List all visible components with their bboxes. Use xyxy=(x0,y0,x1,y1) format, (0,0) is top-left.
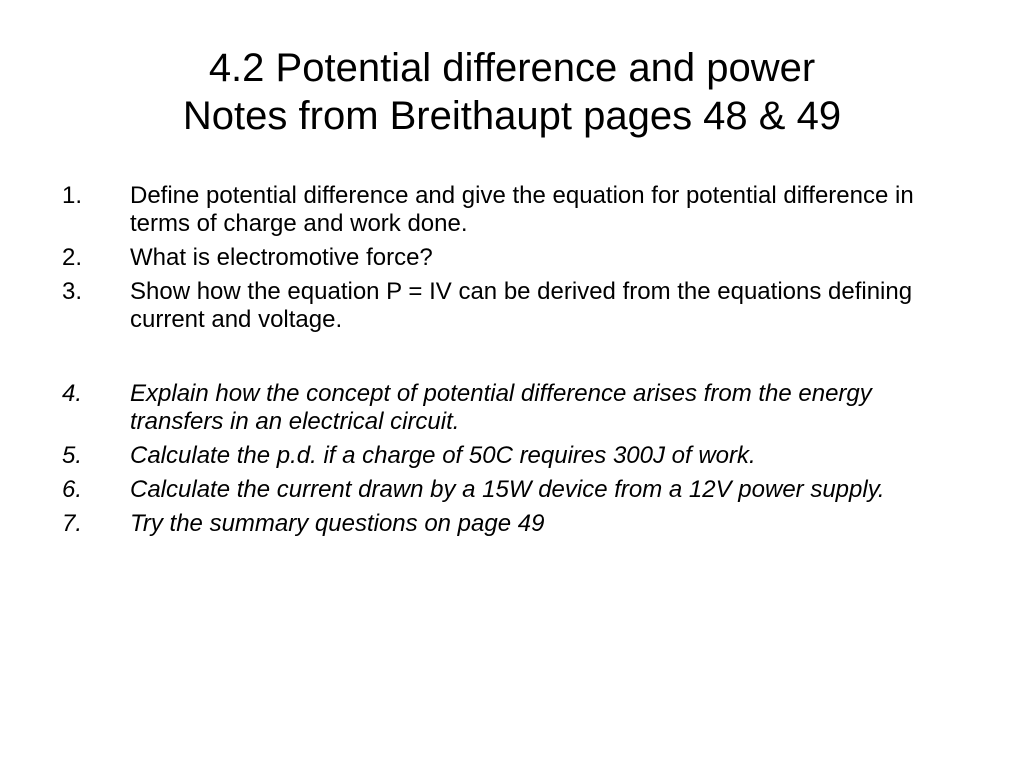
item-text: Explain how the concept of potential difference arises from the energy transfers in an electrical circuit. xyxy=(130,380,872,435)
slide-body xyxy=(62,182,962,544)
list-item xyxy=(62,510,962,538)
list-item xyxy=(62,380,962,436)
item-text: Calculate the p.d. if a charge of 50C requires 300J of work. xyxy=(130,442,756,469)
list-item xyxy=(62,476,962,504)
item-number: 5. xyxy=(62,442,83,469)
title-line-1: 4.2 Potential difference and power xyxy=(208,46,816,90)
item-number: 3. xyxy=(62,278,83,305)
title-line-2: Notes from Breithaupt pages 48 & 49 xyxy=(182,94,842,138)
list-item xyxy=(62,278,962,334)
item-number: 4. xyxy=(62,380,83,407)
item-text: Try the summary questions on page 49 xyxy=(130,510,545,537)
item-text: Define potential difference and give the equation for potential difference in terms of charge and work done. xyxy=(130,182,914,237)
item-number: 2. xyxy=(62,244,83,271)
list-item xyxy=(62,442,962,470)
slide-title xyxy=(60,44,964,140)
list-spacer xyxy=(62,340,962,380)
item-text: What is electromotive force? xyxy=(130,244,433,271)
item-number: 6. xyxy=(62,476,83,503)
question-list-extension xyxy=(62,380,962,538)
list-item xyxy=(62,244,962,272)
item-text: Show how the equation P = IV can be derived from the equations defining current and voltage. xyxy=(130,278,913,333)
question-list-core xyxy=(62,182,962,334)
item-number: 7. xyxy=(62,510,83,537)
item-number: 1. xyxy=(62,182,83,209)
item-text: Calculate the current drawn by a 15W device from a 12V power supply. xyxy=(130,476,885,503)
list-item xyxy=(62,182,962,238)
